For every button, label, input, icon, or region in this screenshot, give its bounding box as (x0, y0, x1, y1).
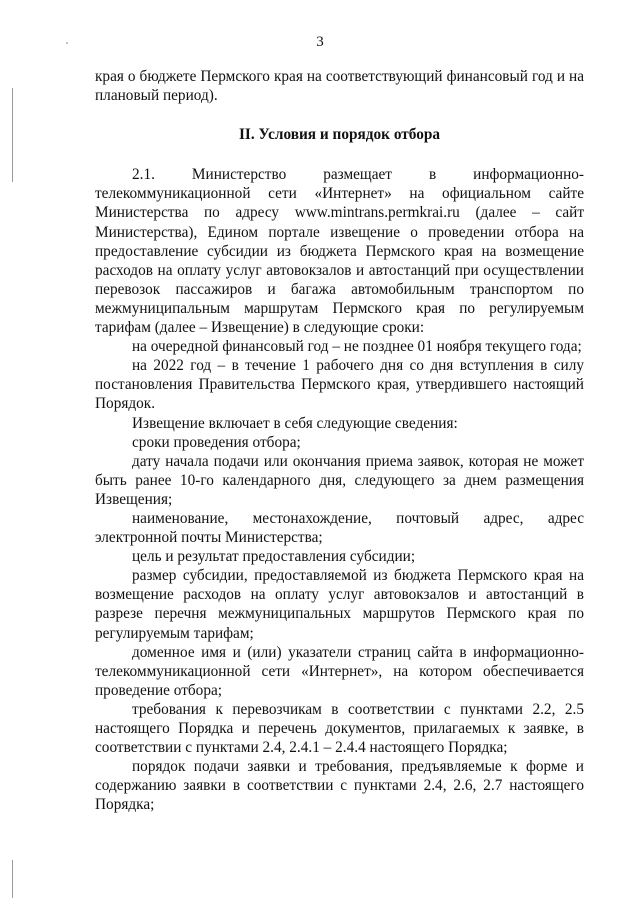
document-body (95, 67, 584, 814)
paragraph-carrier-requirements: требования к перевозчикам в соответствии с пунктами 2.2, 2.5 настоящего Порядка и перечень документов, прилагаемых к заявке, в соответствии с пунктами 2.4, 2.4.1 – 2.4.4 настоящего Порядка; (95, 700, 584, 757)
paragraph-notice-includes: Извещение включает в себя следующие сведения: (132, 414, 458, 432)
section-heading: II. Условия и порядок отбора (238, 126, 441, 144)
scan-margin-line-bottom (12, 860, 13, 898)
page-number: 3 (316, 34, 324, 50)
intro-paragraph: края о бюджете Пермского края на соответствующий финансовый год и на плановый период). (95, 68, 584, 105)
paragraph-deadline-regular: на очередной финансовый год – не позднее 01 ноября текущего года; (132, 338, 582, 356)
paragraph-subsidy-amount: размер субсидии, предоставляемой из бюджета Пермского края на возмещение расходов на оплату услуг автовокзалов и автостанций в разрезе перечня межмуниципальных маршрутов Пермского края по регулируемым тарифам; (95, 567, 584, 642)
scan-margin-line-top (12, 88, 13, 182)
paragraph-2-1: 2.1. Министерство размещает в информационно-телекоммуникационной сети «Интернет» на официальном сайте Министерства по адресу www.mintrans.permkrai.ru (далее – сайт Министерства), Едином портале извещение о проведении отбора на предоставление субсидии из бюджета Пермского края на возмещение расходов на оплату услуг автовокзалов и автостанций при осуществлении перевозок пассажиров и багажа автомобильным транспортом по межмуниципальным маршрутам Пермского края по регулируемым тарифам (далее – Извещение) в следующие сроки: (95, 166, 584, 337)
paragraph-ministry-contacts: наименование, местонахождение, почтовый адрес, адрес электронной почты Министерства; (95, 509, 584, 547)
paragraph-deadline-2022: на 2022 год – в течение 1 рабочего дня со дня вступления в силу постановления Правительства Пермского края, утвердившего настоящий Порядок. (95, 357, 584, 413)
paragraph-selection-dates: сроки проведения отбора; (132, 433, 301, 451)
paragraph-domain-name: доменное имя и (или) указатели страниц сайта в информационно-телекоммуникационной сети «Интернет», на котором обеспечивается проведение отбора; (95, 643, 584, 699)
paragraph-application-dates: дату начала подачи или окончания приема заявок, которая не может быть ранее 10-го календарного дня, следующего за днем размещения Извещения; (95, 452, 584, 508)
paragraph-application-procedure: порядок подачи заявки и требования, предъявляемые к форме и содержанию заявки в соответствии с пунктами 2.4, 2.6, 2.7 настоящего Порядка; (95, 758, 584, 814)
paragraph-subsidy-purpose: цель и результат предоставления субсидии; (132, 548, 416, 566)
